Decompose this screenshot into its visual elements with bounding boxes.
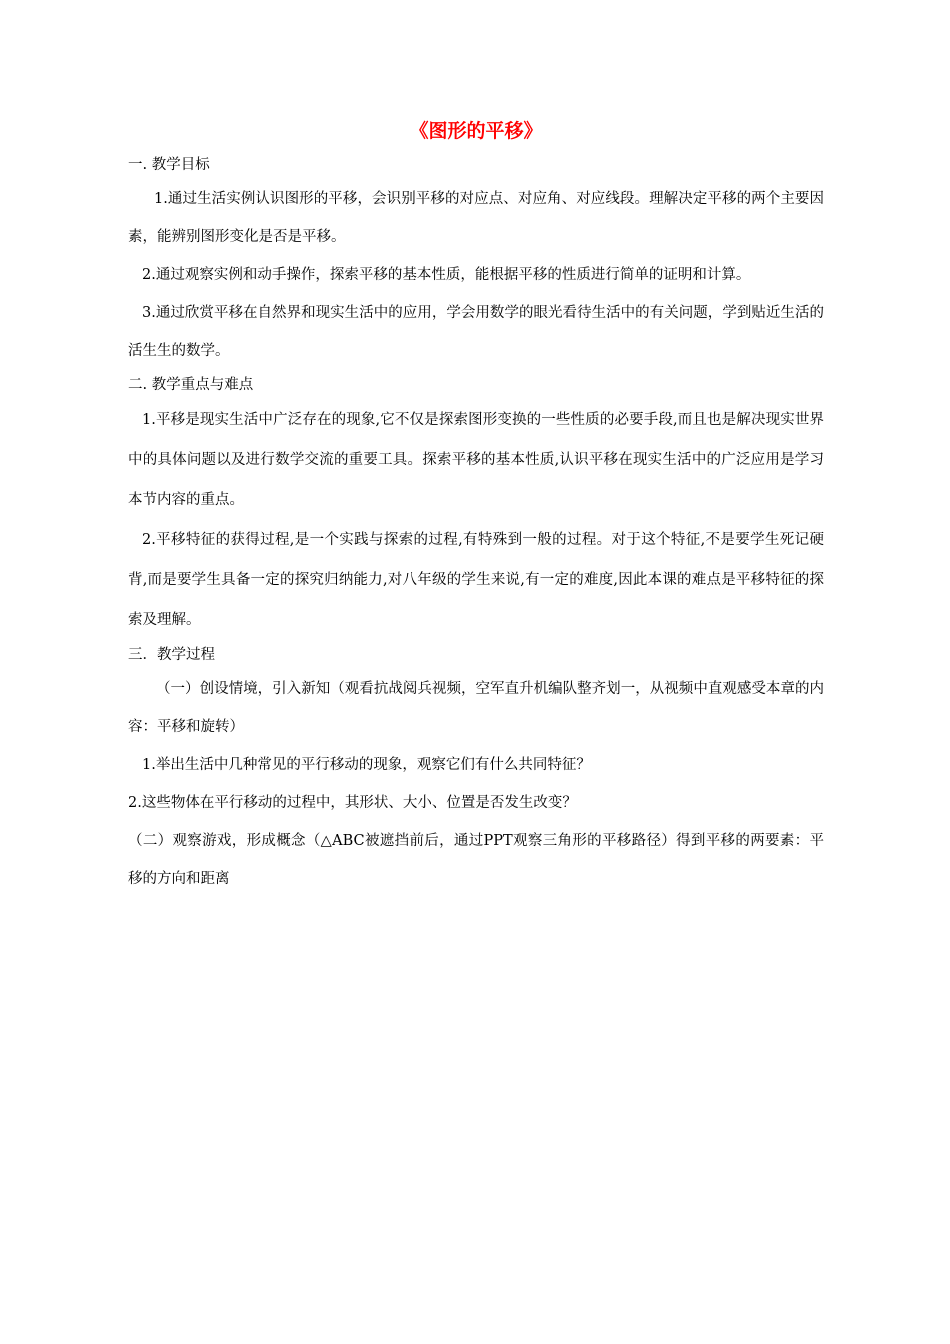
objective-paragraph-3: 3.通过欣赏平移在自然界和现实生活中的应用，学会用数学的眼光看待生活中的有关问题，学到贴近生活的活生生的数学。 [128,305,824,359]
document-title: 《图形的平移》 [409,120,543,142]
objective-paragraph-1: 1.通过生活实例认识图形的平移，会识别平移的对应点、对应角、对应线段。理解决定平移的两个主要因素，能辨别图形变化是否是平移。 [128,191,824,245]
key-point-paragraph-1: 1.平移是现实生活中广泛存在的现象,它不仅是探索图形变换的一些性质的必要手段,而且也是解决现实世界中的具体问题以及进行数学交流的重要工具。探索平移的基本性质,认识平移在现实生活中的广泛应用是学习本节内容的重点。 [128,412,824,508]
process-paragraph-4: （二）观察游戏，形成概念（△ABC被遮挡前后，通过PPT观察三角形的平移路径）得到平移的两要素：平移的方向和距离 [128,833,824,887]
section-key-points [128,370,824,640]
section-heading: 一. 教学目标 [128,157,210,173]
key-point-paragraph-2: 2.平移特征的获得过程,是一个实践与探索的过程,有特殊到一般的过程。对于这个特征,不是要学生死记硬背,而是要学生具备一定的探究归纳能力,对八年级的学生来说,有一定的难度,因此本课的难点是平移特征的探索及理解。 [128,532,824,628]
section-teaching-objectives [128,150,824,370]
section-heading: 三．教学过程 [128,647,215,663]
objective-paragraph-2: 2.通过观察实例和动手操作，探索平移的基本性质，能根据平移的性质进行简单的证明和计算。 [142,267,751,283]
section-teaching-process [128,640,824,898]
section-heading: 二. 教学重点与难点 [128,377,254,393]
document-page [128,118,824,898]
process-paragraph-2: 1.举出生活中几种常见的平行移动的现象，观察它们有什么共同特征？ [142,757,591,773]
process-paragraph-3: 2.这些物体在平行移动的过程中，其形状、大小、位置是否发生改变？ [128,795,577,811]
process-paragraph-1: （一）创设情境，引入新知（观看抗战阅兵视频，空军直升机编队整齐划一，从视频中直观感受本章的内容：平移和旋转） [128,681,824,735]
